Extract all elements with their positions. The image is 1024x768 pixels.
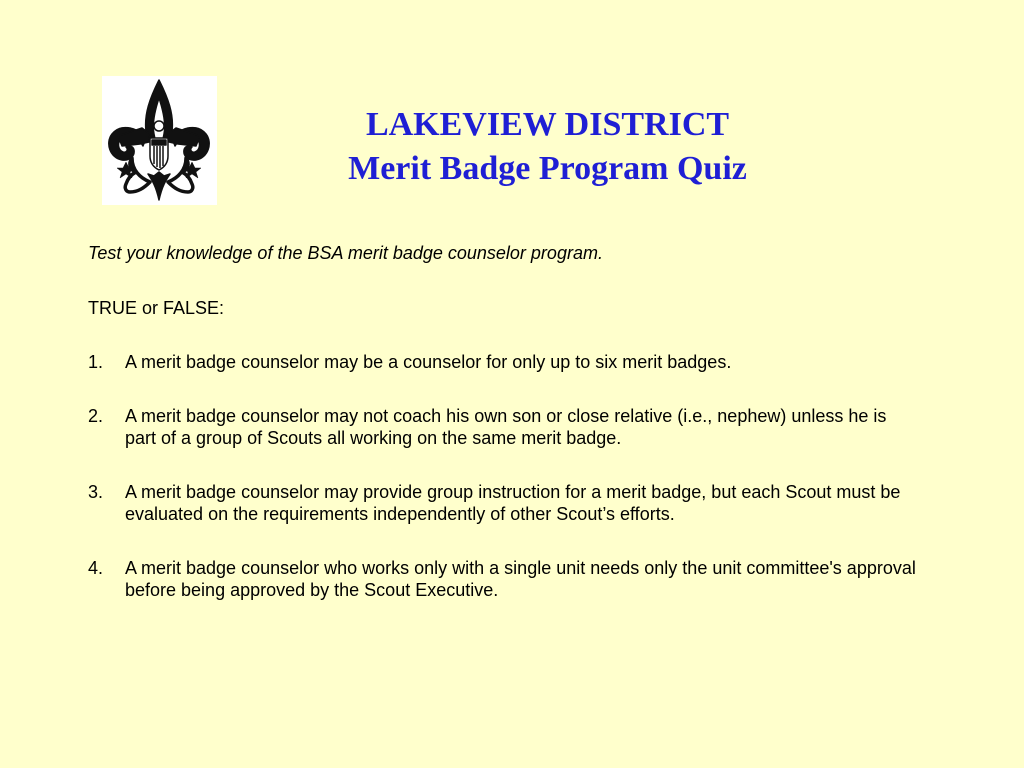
- question-text: A merit badge counselor may be a counselor for only up to six merit badges.: [125, 352, 732, 372]
- page-title: [290, 103, 805, 191]
- question-list: [88, 351, 918, 633]
- question-number: 4.: [88, 558, 104, 578]
- question-item: [88, 481, 918, 525]
- bsa-logo: [102, 76, 217, 205]
- question-item: [88, 557, 918, 601]
- question-text: A merit badge counselor may provide group instruction for a merit badge, but each Scout must be evaluated on the requirements independently of other Scout’s efforts.: [125, 482, 901, 524]
- question-text: A merit badge counselor who works only with a single unit needs only the unit committee's approval before being approved by the Scout Executive.: [125, 558, 916, 600]
- question-number: 2.: [88, 406, 104, 426]
- question-number: 1.: [88, 352, 104, 372]
- fleur-de-lis-eagle-icon: [102, 76, 217, 205]
- question-text: A merit badge counselor may not coach his own son or close relative (i.e., nephew) unless he is part of a group of Scouts all working on the same merit badge.: [125, 406, 887, 448]
- title-line-quiz: Merit Badge Program Quiz: [348, 150, 747, 187]
- title-line-district: LAKEVIEW DISTRICT: [365, 106, 730, 143]
- question-item: [88, 405, 918, 449]
- intro-subtitle: Test your knowledge of the BSA merit badge counselor program.: [88, 243, 603, 263]
- question-number: 3.: [88, 482, 104, 502]
- true-false-instruction: TRUE or FALSE:: [88, 298, 225, 318]
- question-item: [88, 351, 918, 373]
